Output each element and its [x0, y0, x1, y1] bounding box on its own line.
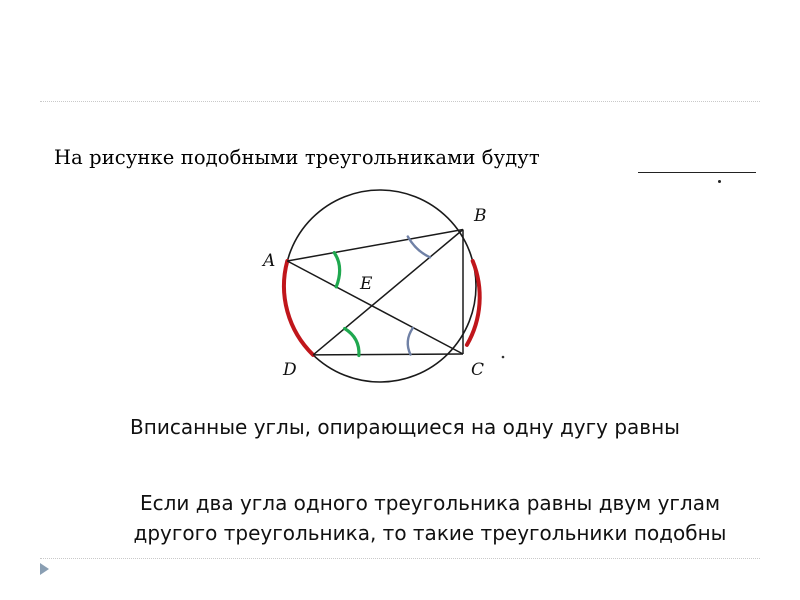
- segment-ab: [287, 230, 463, 262]
- question-text: На рисунке подобными треугольниками будут: [54, 146, 540, 169]
- triangle-bullet-icon: [40, 563, 49, 575]
- caption-similarity-rule: Если два угла одного треугольника равны двум углам другого треугольника, то такие треугольники подобны: [133, 491, 727, 545]
- arc-ad: [284, 261, 313, 355]
- stray-dot: [502, 356, 505, 359]
- segment-ac: [287, 261, 463, 354]
- label-c: C: [471, 360, 485, 380]
- caption-inscribed-angles: Вписанные углы, опирающиеся на одну дугу равны: [130, 415, 680, 439]
- label-d: D: [283, 360, 297, 380]
- label-a: A: [263, 251, 276, 271]
- angle-mark-a: [334, 253, 339, 287]
- segment-bd: [313, 230, 463, 355]
- angle-mark-b: [408, 237, 430, 258]
- arc-bc: [467, 261, 480, 345]
- segment-dc: [313, 354, 463, 355]
- angle-mark-d: [345, 329, 359, 356]
- label-e: E: [360, 274, 373, 294]
- angle-mark-c: [408, 328, 413, 355]
- divider-bottom: [40, 558, 760, 559]
- label-b: B: [474, 206, 487, 226]
